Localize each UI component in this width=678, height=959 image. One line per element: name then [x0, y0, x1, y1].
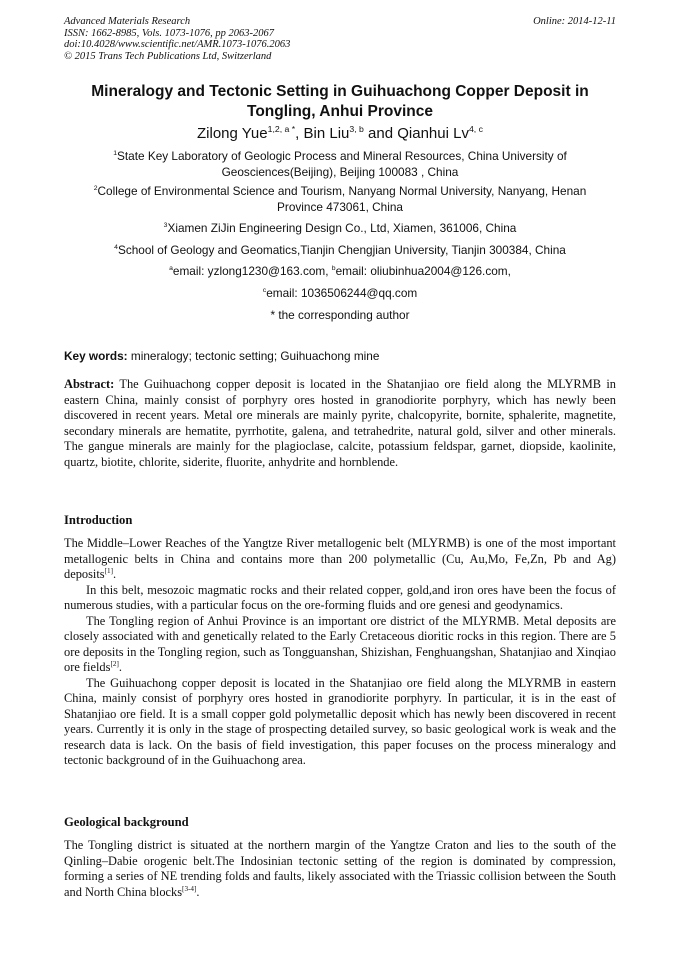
- email-c[interactable]: email: 1036506244@qq.com: [266, 286, 418, 300]
- journal-copyright: © 2015 Trans Tech Publications Ltd, Switzerland: [64, 50, 272, 62]
- email-b[interactable]: email: oliubinhua2004@126.com,: [335, 264, 511, 278]
- affiliation-sup: 4: [114, 244, 118, 252]
- citation[interactable]: [1]: [104, 566, 114, 575]
- affiliation: [74, 149, 606, 180]
- abstract-label: Abstract:: [64, 377, 115, 391]
- author-sup: 1,2, a *: [267, 124, 296, 134]
- affiliation-sup: 3: [163, 222, 168, 230]
- online-date: Online: 2014-12-11: [533, 16, 616, 27]
- affiliation-text: School of Geology and Geomatics,Tianjin Chengjian University, Tianjin 300384, China: [117, 243, 566, 257]
- paragraph: In this belt, mesozoic magmatic rocks and their related copper, gold,and iron ores have been the focus of numerous studies, with a particular focus on the ore-forming fluids and ore genesi and geodynamics.: [64, 582, 616, 612]
- author-sup: 3, b: [349, 124, 364, 134]
- geological-body: [64, 838, 616, 900]
- abstract: [64, 377, 616, 470]
- affiliation-sup: 2: [93, 185, 98, 193]
- affiliation-text: Xiamen ZiJin Engineering Design Co., Ltd, Xiamen, 361006, China: [167, 221, 517, 235]
- journal-issn: ISSN: 1662-8985, Vols. 1073-1076, pp 2063-2067: [64, 27, 274, 39]
- keywords-label: Key words:: [64, 349, 128, 363]
- keywords-text: mineralogy; tectonic setting; Guihuachong mine: [127, 349, 380, 363]
- author-name: Zilong Yue: [197, 125, 268, 142]
- section-heading: Geological background: [64, 815, 189, 829]
- abstract-text: The Guihuachong copper deposit is located in the Shatanjiao ore field along the MLYRMB in eastern China, mainly consist of porphyry ores hosted in granodiorite porphyry, which has newly been discovered in recent years. Metal ore minerals are mainly pyrite, chalcopyrite, bornite, sphalerite, magnetite, secondary minerals are hematite, pyrrhotite, galena, and tetrahedrite, natural gold, silver and other minerals. The gangue minerals are mainly for the plagioclase, calcite, potassium feldspar, garnet, diopside, kaolinite, quartz, biotite, chlorite, siderite, fluorite, anhydrite and hornblende.: [64, 377, 616, 469]
- paragraph: The Tongling district is situated at the northern margin of the Yangtze Craton and lies to the south of the Qinling–Dabie orogenic belt.The Indosinian tectonic setting of the region is dominated by compression, forming a series of NE trending folds and faults, likely associated with the Triassic collision between the South and North China blocks[3-4].: [64, 838, 616, 899]
- author-sep: ,: [295, 125, 304, 142]
- email-sup: b: [331, 265, 336, 273]
- journal-name: Advanced Materials Research: [64, 16, 191, 27]
- corresponding-note: * the corresponding author: [270, 308, 410, 322]
- journal-doi[interactable]: doi:10.4028/www.scientific.net/AMR.1073-1076.2063: [64, 39, 291, 50]
- affiliation-sup: 1: [113, 150, 117, 158]
- email-sup: a: [169, 265, 173, 273]
- affiliation: [74, 221, 606, 237]
- introduction-body: [64, 536, 616, 769]
- citation[interactable]: [2]: [110, 659, 119, 668]
- citation[interactable]: [3-4]: [182, 884, 197, 893]
- paragraph: The Tongling region of Anhui Province is an important ore district of the MLYRMB. Metal deposits are closely associated with and genetically related to the Early Cretaceous dioritic rocks in this region. There are 5 ore deposits in the Tongling region, such as Tongguanshan, Shizishan, Fenghuangshan, Shatanjiao and Xinqiao ore fields[2].: [64, 613, 616, 674]
- keywords: [64, 349, 616, 364]
- journal-header: [64, 16, 616, 62]
- email-a[interactable]: email: yzlong1230@163.com,: [172, 264, 332, 278]
- affiliation: [74, 184, 606, 215]
- author-name: Bin Liu: [303, 125, 350, 142]
- email-line: [74, 264, 606, 280]
- email-sup: c: [262, 287, 267, 295]
- paragraph: The Middle–Lower Reaches of the Yangtze River metallogenic belt (MLYRMB) is one of the most important metallogenic belts in China and contains more than 200 polymetallic (Cu, Au,Mo, Fe,Zn, Pb and Ag) deposits[1].: [64, 536, 616, 581]
- author-list: [64, 125, 616, 143]
- email-line: [74, 286, 606, 302]
- paper-title: Mineralogy and Tectonic Setting in Guihuachong Copper Deposit in Tongling, Anhui Province: [91, 83, 589, 120]
- author-sep: and: [363, 125, 398, 142]
- author-name: Qianhui Lv: [397, 125, 469, 142]
- affiliation-text: College of Environmental Science and Tourism, Nanyang Normal University, Nanyang, Henan Province 473061, China: [97, 184, 587, 214]
- paragraph: The Guihuachong copper deposit is located in the Shatanjiao ore field along the MLYRMB in eastern China, mainly consist of porphyry ores hosted in granodiorite porphyry. In particular, it is in the east of Shatanjiao ore field. It is a small copper gold polymetallic deposit which has newly been discovered in recent years. Currently it is only in the stage of prospecting detailed survey, so basic geological work is weak and the research data is lack. On the basis of field investigation, this paper focuses on the process mineralogy and tectonic background of in the Guihuachong area.: [64, 675, 616, 767]
- affiliation-text: State Key Laboratory of Geologic Process and Mineral Resources, China University of Geosciences(Beijing), Beijing 100083 , China: [117, 149, 567, 179]
- author-sup: 4, c: [468, 124, 483, 134]
- section-heading: Introduction: [64, 513, 133, 527]
- affiliation: [74, 243, 606, 259]
